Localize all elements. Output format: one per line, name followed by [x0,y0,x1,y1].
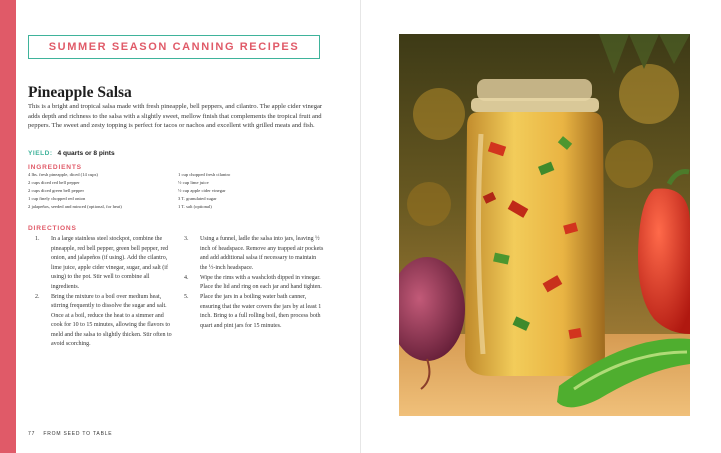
recipe-intro: This is a bright and tropical salsa made with fresh pineapple, bell peppers, and cilantro. The apple cider vinegar adds depth and richness to the salsa with a slightly sweet, mellow finish that complements the tropical fruit and peppers. The sweet and zesty topping is perfect for tacos or nachos and excellent with grilled meats and fish. [28,103,323,129]
ingredients-list-right [178,171,328,211]
section-header [28,35,320,59]
ingredient-item: 2 cups diced green bell pepper [28,188,84,194]
page-footer [28,431,112,437]
ingredient-item: 1 cup finely chopped red onion [28,196,86,202]
ingredient-item: 4 lbs. fresh pineapple, diced (14 cups) [28,172,98,177]
directions-list-left [35,235,175,350]
ingredient-item: 2 jalapeños, seeded and minced (optional, for heat) [28,204,122,210]
step-text: Using a funnel, ladle the salsa into jars, leaving ½ inch of headspace. Remove any trapped air pockets and add additional salsa if necessary to maintain the ½-inch headspace. [200,236,324,271]
salsa-jar-illustration [399,34,690,416]
yield-label: YIELD: [28,150,53,157]
direction-step [35,293,175,350]
salsa-jar-photo [399,34,690,416]
step-text: In a large stainless steel stockpot, combine the pineapple, red bell pepper, green bell pepper, red onion, and jalapeños (if using). Add the cilantro, lime juice, apple cider vinegar, sugar, and salt (if using) to the pot. Stir well to combine all ingredients. [51,236,169,290]
directions-heading: DIRECTIONS [28,225,77,232]
ingredient-item: 1 cup chopped fresh cilantro [178,172,231,177]
ingredients-list-left [28,171,178,211]
direction-step [184,235,324,273]
page-number: 77 [28,431,36,437]
step-number: 3. [184,236,189,242]
left-accent-bar [0,0,16,453]
direction-step [184,293,324,331]
ingredient-item: 1 T. salt (optional) [178,204,212,210]
section-header-title: SUMMER SEASON CANNING RECIPES [48,41,300,53]
yield-value: 4 quarts or 8 pints [57,150,115,157]
ingredient-item: 3 T. granulated sugar [178,196,217,202]
step-text: Wipe the rims with a washcloth dipped in vinegar. Place the lid and ring on each jar and hand tighten. [200,274,322,290]
direction-step [35,235,175,292]
directions-list-right [184,235,324,332]
step-number: 2. [35,293,40,300]
step-number: 5. [184,294,189,300]
step-text: Bring the mixture to a boil over medium heat, stirring frequently to dissolve the sugar and salt. Once at a boil, reduce the heat to a simmer and cook for 10 to 15 minutes, allowing the flavors to meld and the salsa to slightly thicken. Stir often to avoid scorching. [51,293,172,347]
recipe-yield [28,150,115,157]
recipe-title: Pineapple Salsa [28,84,132,101]
step-number: 4. [184,274,189,281]
page-gutter [360,0,361,453]
step-number: 1. [35,236,40,242]
ingredient-item: ½ cup lime juice [178,180,209,186]
ingredient-item: ½ cup apple cider vinegar [178,188,226,194]
book-title: FROM SEED TO TABLE [43,431,113,437]
direction-step [184,274,324,293]
step-text: Place the jars in a boiling water bath canner, ensuring that the water covers the jars by at least 1 inch. Bring to a full rolling boil, then process both quart and pint jars for 15 minutes. [200,294,322,329]
ingredients-heading: INGREDIENTS [28,164,82,171]
ingredient-item: 2 cups diced red bell pepper [28,180,80,186]
